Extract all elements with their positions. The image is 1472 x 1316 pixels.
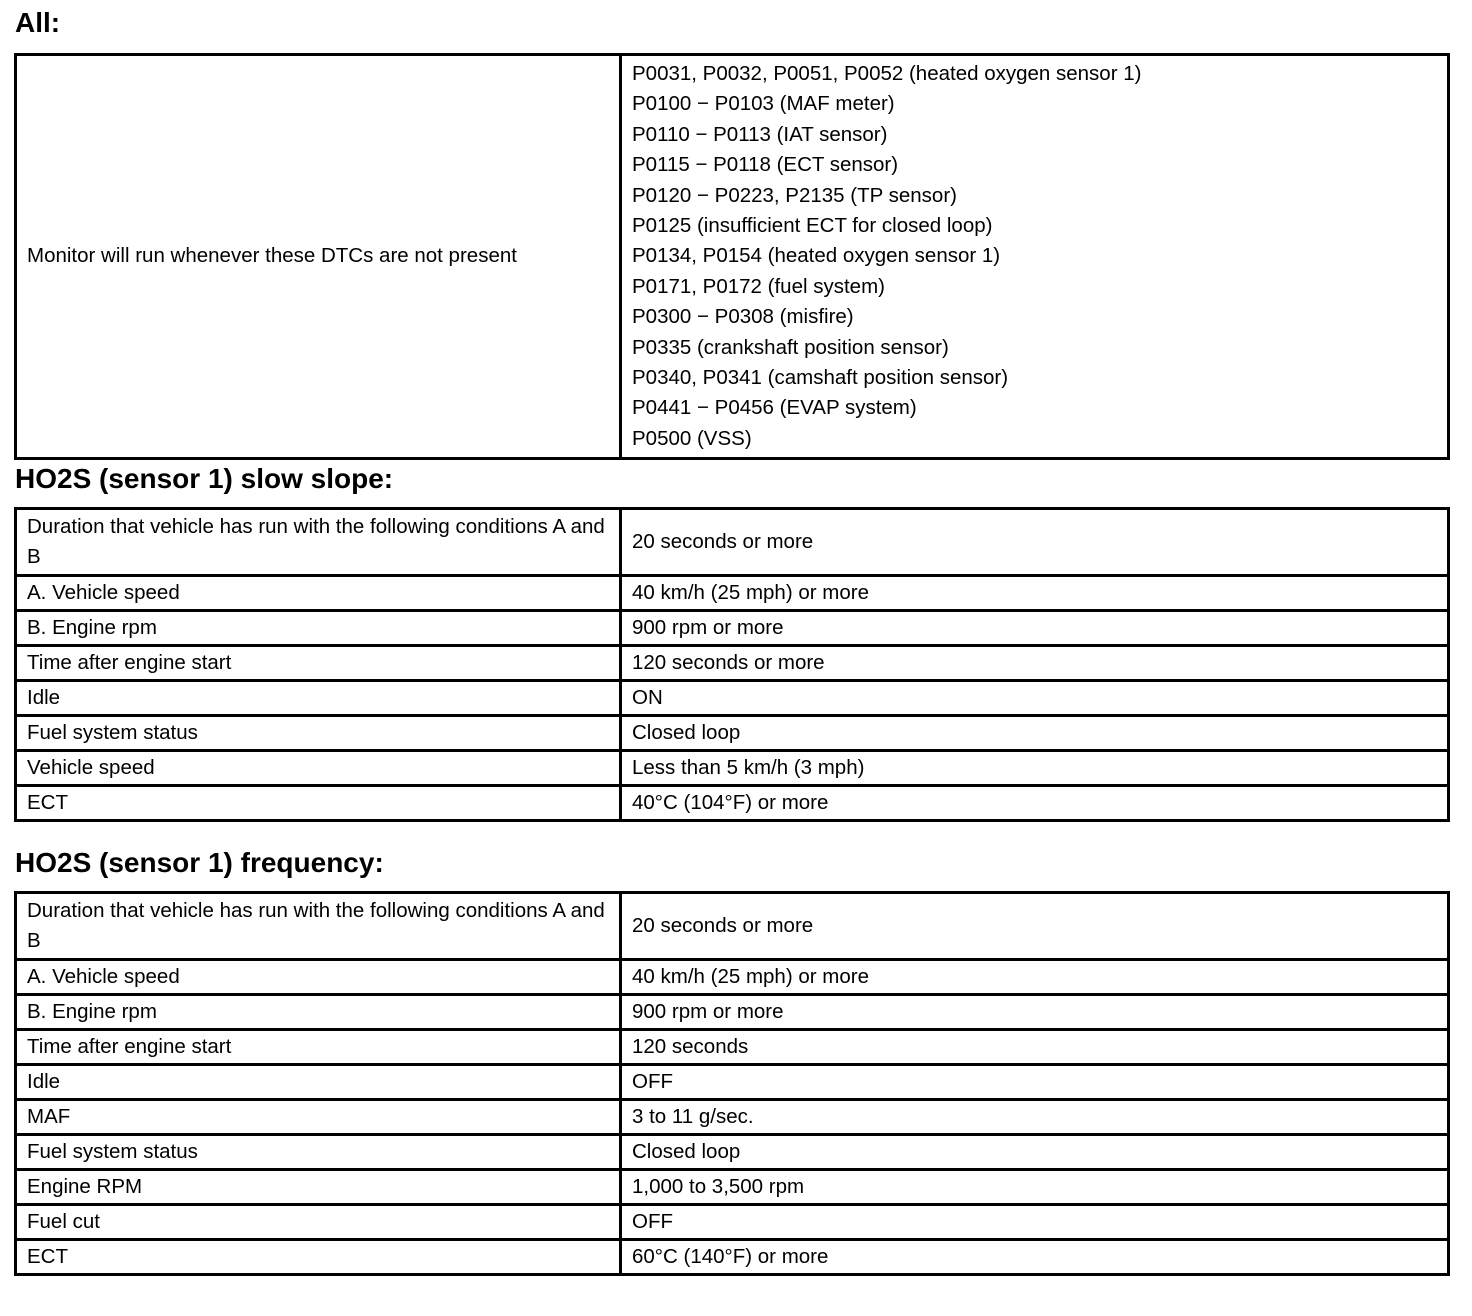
condition-value: 120 seconds or more [621,646,1449,681]
condition-value: 1,000 to 3,500 rpm [621,1170,1449,1205]
table-row [16,716,1449,751]
table-row [16,1170,1449,1205]
condition-label: ECT [16,1240,621,1275]
table-row [16,1135,1449,1170]
table-row [16,1240,1449,1275]
condition-label: B. Engine rpm [16,995,621,1030]
table-row [16,55,1449,459]
dtc-item: P0125 (insufficient ECT for closed loop) [632,214,993,238]
table-row [16,681,1449,716]
condition-label: Fuel cut [16,1205,621,1240]
slow-slope-table [14,507,1450,822]
dtc-item: P0120 − P0223, P2135 (TP sensor) [632,183,957,207]
condition-value: Closed loop [621,1135,1449,1170]
condition-label: A. Vehicle speed [16,960,621,995]
table-row [16,1100,1449,1135]
condition-label: Vehicle speed [16,751,621,786]
section-title-all: All: [15,7,61,38]
condition-label: A. Vehicle speed [16,576,621,611]
dtc-item: P0100 − P0103 (MAF meter) [632,92,895,116]
condition-value: 60°C (140°F) or more [621,1240,1449,1275]
dtc-item: P0171, P0172 (fuel system) [632,274,885,298]
dtc-item: P0300 − P0308 (misfire) [632,305,854,329]
condition-label: B. Engine rpm [16,611,621,646]
condition-label: Idle [16,681,621,716]
condition-value: 20 seconds or more [621,509,1449,576]
condition-value: ON [621,681,1449,716]
condition-label: ECT [16,786,621,821]
section-title-frequency: HO2S (sensor 1) frequency: [15,847,384,878]
condition-value: 120 seconds [621,1030,1449,1065]
condition-value: 40°C (104°F) or more [621,786,1449,821]
dtc-item: P0115 − P0118 (ECT sensor) [632,153,899,177]
condition-label: Fuel system status [16,1135,621,1170]
table-row [16,1205,1449,1240]
table-row [16,960,1449,995]
condition-label: Monitor will run whenever these DTCs are not present [16,55,621,459]
condition-value: 900 rpm or more [621,995,1449,1030]
condition-label: MAF [16,1100,621,1135]
table-row [16,1030,1449,1065]
condition-value: Less than 5 km/h (3 mph) [621,751,1449,786]
condition-value: Closed loop [621,716,1449,751]
condition-label: Fuel system status [16,716,621,751]
dtc-item: P0134, P0154 (heated oxygen sensor 1) [632,244,1001,268]
condition-value: 40 km/h (25 mph) or more [621,576,1449,611]
dtc-item: P0031, P0032, P0051, P0052 (heated oxygen sensor 1) [632,62,1142,85]
dtc-item: P0441 − P0456 (EVAP system) [632,396,917,420]
table-row [16,611,1449,646]
table-row [16,786,1449,821]
section-title-slow-slope: HO2S (sensor 1) slow slope: [15,463,394,494]
condition-label: Duration that vehicle has run with the following conditions A and B [16,893,621,960]
condition-value: 40 km/h (25 mph) or more [621,960,1449,995]
dtc-item: P0335 (crankshaft position sensor) [632,335,949,359]
table-row [16,576,1449,611]
condition-value: OFF [621,1205,1449,1240]
condition-label: Idle [16,1065,621,1100]
dtc-item: P0110 − P0113 (IAT sensor) [632,122,888,146]
condition-label: Duration that vehicle has run with the following conditions A and B [16,509,621,576]
condition-label: Time after engine start [16,646,621,681]
dtc-item: P0340, P0341 (camshaft position sensor) [632,366,1009,390]
condition-value: 3 to 11 g/sec. [621,1100,1449,1135]
table-row [16,509,1449,576]
table-row [16,751,1449,786]
condition-label: Engine RPM [16,1170,621,1205]
table-row [16,995,1449,1030]
condition-value: OFF [621,1065,1449,1100]
condition-value: 20 seconds or more [621,893,1449,960]
all-dtc-table [14,53,1450,460]
condition-label: Time after engine start [16,1030,621,1065]
table-row [16,646,1449,681]
frequency-table [14,891,1450,1276]
dtc-item: P0500 (VSS) [632,426,752,450]
table-row [16,893,1449,960]
dtc-list [621,55,1449,459]
condition-value: 900 rpm or more [621,611,1449,646]
table-row [16,1065,1449,1100]
